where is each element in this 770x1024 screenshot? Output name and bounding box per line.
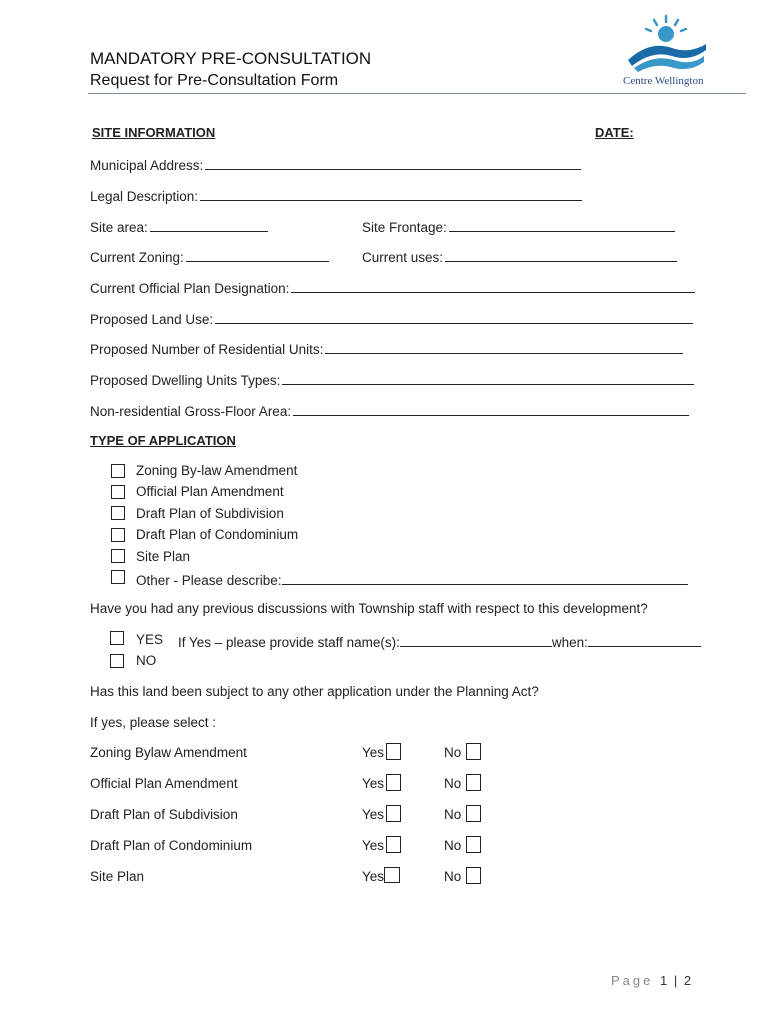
condominium-checkbox[interactable] [111,528,125,542]
dwelling-types-label: Proposed Dwelling Units Types: [90,373,281,388]
staff-name-line[interactable] [400,632,552,647]
official-plan-line[interactable] [291,278,695,293]
discussion-yes-checkbox[interactable] [110,631,124,645]
date-label: DATE: [595,125,634,140]
page-footer [611,973,691,988]
staff-name-label: If Yes – please provide staff name(s): [178,635,400,650]
subdivision-checkbox[interactable] [111,506,125,520]
current-zoning-field[interactable] [90,247,329,265]
form-subtitle: Request for Pre-Consultation Form [90,72,339,89]
site-plan-checkbox[interactable] [111,549,125,563]
planning-act-question: Has this land been subject to any other application under the Planning Act? [90,684,539,699]
dwelling-types-line[interactable] [282,370,694,385]
current-uses-label: Current uses: [362,250,444,265]
subdivision-label: Draft Plan of Subdivision [136,506,284,521]
pa-subdivision-no-checkbox[interactable] [466,805,481,822]
logo-text: Centre Wellington [623,75,704,87]
page-number: 1 [660,973,668,988]
municipal-address-label: Municipal Address: [90,158,204,173]
pa-row-label: Draft Plan of Condominium [90,838,253,853]
select-prompt: If yes, please select : [90,715,217,730]
municipal-address-field[interactable] [90,155,581,173]
discussion-question: Have you had any previous discussions with Township staff with respect to this development? [90,601,648,616]
pa-row-label: Site Plan [90,869,145,884]
page-total: 2 [683,973,692,988]
pa-condominium-yes-checkbox[interactable] [386,836,401,853]
pa-no-label: No [444,776,462,791]
site-area-line[interactable] [150,217,268,232]
pa-subdivision-yes-checkbox[interactable] [386,805,401,822]
site-frontage-field[interactable] [362,217,675,235]
pa-zoning-no-checkbox[interactable] [466,743,481,760]
official-plan-label: Current Official Plan Designation: [90,281,290,296]
pa-yes-label: Yes [362,838,385,853]
residential-units-field[interactable] [90,339,683,357]
proposed-land-use-label: Proposed Land Use: [90,312,214,327]
pa-no-label: No [444,807,462,822]
site-frontage-line[interactable] [449,217,675,232]
current-zoning-label: Current Zoning: [90,250,184,265]
gross-floor-area-field[interactable] [90,401,689,419]
application-type-heading: TYPE OF APPLICATION [90,433,236,448]
site-area-field[interactable] [90,217,268,235]
residential-units-label: Proposed Number of Residential Units: [90,342,324,357]
page-separator: | [673,973,678,988]
proposed-land-use-line[interactable] [215,309,693,324]
pa-no-label: No [444,745,462,760]
pa-zoning-yes-checkbox[interactable] [386,743,401,760]
dwelling-types-field[interactable] [90,370,694,388]
current-uses-line[interactable] [445,247,677,262]
staff-name-field[interactable] [178,632,701,650]
current-zoning-line[interactable] [186,247,329,262]
discussion-no-checkbox[interactable] [110,654,124,668]
legal-description-line[interactable] [200,186,582,201]
when-label: when: [551,635,588,650]
pa-row-label: Official Plan Amendment [90,776,238,791]
residential-units-line[interactable] [325,339,683,354]
pa-yes-label: Yes [362,776,385,791]
official-plan-field[interactable] [90,278,695,296]
site-frontage-label: Site Frontage: [362,220,447,235]
pa-row-label: Draft Plan of Subdivision [90,807,238,822]
proposed-land-use-field[interactable] [90,309,693,327]
site-area-label: Site area: [90,220,148,235]
gross-floor-area-line[interactable] [293,401,689,416]
pa-condominium-no-checkbox[interactable] [466,836,481,853]
legal-description-field[interactable] [90,186,582,204]
zoning-bylaw-label: Zoning By-law Amendment [136,463,298,478]
other-label: Other - Please describe: [136,573,282,588]
centre-wellington-logo [620,10,712,90]
pa-official-plan-yes-checkbox[interactable] [386,774,401,791]
pa-no-label: No [444,869,462,884]
municipal-address-line[interactable] [205,155,581,170]
pa-site-plan-no-checkbox[interactable] [466,867,481,884]
zoning-bylaw-checkbox[interactable] [111,464,125,478]
other-describe-line[interactable] [282,570,688,585]
discussion-yes-label: YES [136,632,164,647]
legal-description-label: Legal Description: [90,189,199,204]
site-info-heading: SITE INFORMATION [92,125,216,140]
pa-yes-label: Yes [362,869,385,884]
page-word: Page [611,973,654,988]
header-divider [88,93,746,94]
pa-row-label: Zoning Bylaw Amendment [90,745,247,760]
condominium-label: Draft Plan of Condominium [136,527,299,542]
gross-floor-area-label: Non-residential Gross-Floor Area: [90,404,292,419]
site-plan-label: Site Plan [136,549,191,564]
pa-official-plan-no-checkbox[interactable] [466,774,481,791]
pa-no-label: No [444,838,462,853]
other-field[interactable] [136,570,688,588]
pa-site-plan-yes-checkbox[interactable] [384,867,400,883]
official-plan-label: Official Plan Amendment [136,484,284,499]
discussion-no-label: NO [136,653,157,668]
form-title: MANDATORY PRE-CONSULTATION [90,49,372,68]
when-line[interactable] [588,632,701,647]
other-checkbox[interactable] [111,570,125,584]
official-plan-checkbox[interactable] [111,485,125,499]
pa-yes-label: Yes [362,745,385,760]
current-uses-field[interactable] [362,247,677,265]
pa-yes-label: Yes [362,807,385,822]
logo-emblem-icon [620,10,712,80]
